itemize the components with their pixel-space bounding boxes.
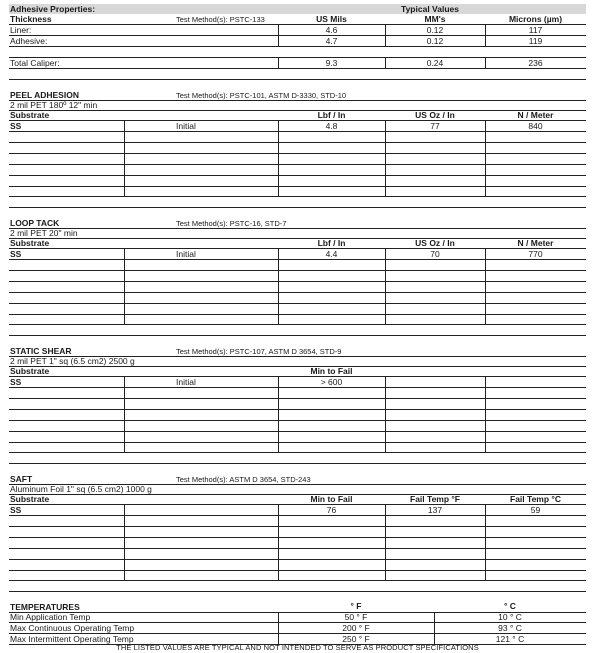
thickness-label: Thickness: [10, 14, 52, 24]
loop-value-lbf: 4.4: [325, 249, 338, 259]
adhesive-label: Adhesive:: [10, 36, 48, 46]
saft-col-fail-temp-c: Fail Temp °C: [510, 494, 561, 504]
total-caliper-label: Total Caliper:: [10, 58, 60, 68]
temp-row-label: Max Continuous Operating Temp: [10, 623, 135, 633]
loop-title: LOOP TACK: [10, 218, 60, 228]
loop-col-oz: US Oz / In: [415, 238, 455, 248]
peel-value-lbf: 4.8: [325, 121, 338, 131]
saft-conditions: Aluminum Foil 1" sq (6.5 cm2) 1000 g: [10, 484, 152, 494]
peel-method: Test Method(s): PSTC-101, ASTM D-3330, STD-10: [176, 91, 347, 100]
loop-col-lbf: Lbf / In: [317, 238, 346, 248]
adhesive-microns: 119: [528, 36, 543, 46]
temp-row-c: 93 ° C: [498, 623, 522, 633]
typical-values-heading: Typical Values: [401, 4, 459, 14]
liner-microns: 117: [528, 25, 543, 35]
peel-conditions: 2 mil PET 180º 12" min: [10, 100, 98, 110]
temp-row-f: 200 ° F: [342, 623, 370, 633]
peel-col-oz: US Oz / In: [415, 110, 455, 120]
temps-col-c: ° C: [504, 601, 516, 611]
adhesive-mils: 4.7: [325, 36, 338, 46]
loop-col-n: N / Meter: [517, 238, 554, 248]
total-mils: 9.3: [325, 58, 338, 68]
saft-value-fail-temp-c: 59: [530, 505, 541, 515]
saft-value-min-to-fail: 76: [326, 505, 337, 515]
shear-substrate-ss: SS: [10, 377, 22, 387]
shear-condition-initial: Initial: [176, 377, 196, 387]
shear-title: STATIC SHEAR: [10, 346, 72, 356]
liner-mils: 4.6: [325, 25, 338, 35]
total-microns: 236: [528, 58, 543, 68]
loop-method: Test Method(s): PSTC-16, STD-7: [176, 219, 287, 228]
temp-row-f: 250 ° F: [342, 634, 370, 644]
shear-conditions: 2 mil PET 1" sq (6.5 cm2) 2500 g: [10, 356, 135, 366]
footer-disclaimer: THE LISTED VALUES ARE TYPICAL AND NOT INTENDED TO SERVE AS PRODUCT SPECIFICATIONS: [116, 643, 479, 652]
peel-col-lbf: Lbf / In: [317, 110, 346, 120]
temp-row-label: Max Intermittent Operating Temp: [10, 634, 134, 644]
shear-value-min-to-fail: > 600: [320, 377, 343, 387]
peel-substrate-ss: SS: [10, 121, 22, 131]
thickness-method: Test Method(s): PSTC-133: [176, 15, 265, 24]
liner-mm: 0.12: [426, 25, 444, 35]
total-mm: 0.24: [426, 58, 444, 68]
peel-title: PEEL ADHESION: [10, 90, 79, 100]
saft-substrate-label: Substrate: [10, 494, 50, 504]
col-us-mils: US Mils: [316, 14, 347, 24]
saft-method: Test Method(s): ASTM D 3654, STD-243: [176, 475, 311, 484]
peel-value-oz: 77: [430, 121, 440, 131]
loop-substrate-label: Substrate: [10, 238, 50, 248]
temp-row-f: 50 ° F: [344, 612, 368, 622]
peel-condition-initial: Initial: [176, 121, 196, 131]
col-mms: MM's: [424, 14, 446, 24]
liner-label: Liner:: [10, 25, 32, 35]
saft-substrate-ss: SS: [10, 505, 22, 515]
loop-value-oz: 70: [430, 249, 440, 259]
saft-col-fail-temp-f: Fail Temp °F: [410, 494, 460, 504]
shear-col-min-to-fail: Min to Fail: [310, 366, 353, 376]
shear-method: Test Method(s): PSTC-107, ASTM D 3654, STD-9: [176, 347, 342, 356]
peel-substrate-label: Substrate: [10, 110, 50, 120]
loop-conditions: 2 mil PET 20" min: [10, 228, 78, 238]
loop-condition-initial: Initial: [176, 249, 196, 259]
saft-value-fail-temp-f: 137: [427, 505, 443, 515]
saft-title: SAFT: [10, 474, 33, 484]
adhesive-mm: 0.12: [426, 36, 444, 46]
temps-title: TEMPERATURES: [10, 602, 80, 612]
temp-row-c: 121 ° C: [495, 634, 525, 644]
peel-value-n: 840: [528, 121, 543, 131]
col-microns: Microns (µm): [508, 14, 563, 24]
loop-substrate-ss: SS: [10, 249, 22, 259]
temp-row-label: Min Application Temp: [10, 612, 91, 622]
loop-value-n: 770: [528, 249, 543, 259]
temps-col-f: ° F: [350, 601, 362, 611]
adhesive-title: Adhesive Properties:: [10, 4, 96, 14]
temp-row-c: 10 ° C: [498, 612, 522, 622]
peel-col-n: N / Meter: [517, 110, 554, 120]
shear-substrate-label: Substrate: [10, 366, 50, 376]
saft-col-min-to-fail: Min to Fail: [310, 494, 353, 504]
